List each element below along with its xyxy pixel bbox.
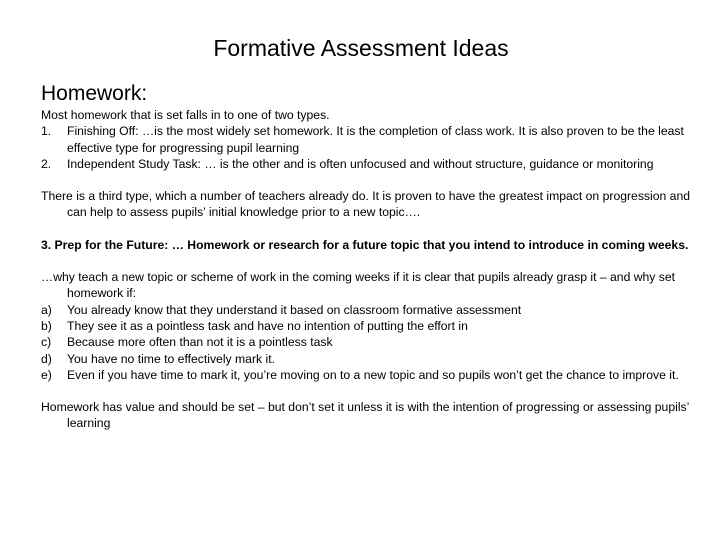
list-marker: 2. <box>41 156 52 171</box>
list-item-reason-d <box>41 351 691 367</box>
section-heading: Homework: <box>41 82 148 105</box>
list-marker: a) <box>41 302 52 317</box>
list-item-text: They see it as a pointless task and have no intention of putting the effort in <box>67 318 468 333</box>
list-item-text: You have no time to effectively mark it. <box>67 351 275 366</box>
list-marker: c) <box>41 335 52 350</box>
slide-title: Formative Assessment Ideas <box>213 35 509 61</box>
list-marker: e) <box>41 367 52 382</box>
list-item-text: Because more often than not it is a pointless task <box>67 335 333 350</box>
third-type-bold-paragraph: 3. Prep for the Future: … Homework or research for a future topic that you intend to introduce in coming weeks. <box>41 237 689 252</box>
list-marker: 1. <box>41 124 52 139</box>
list-item-text: Finishing Off: …is the most widely set homework. It is the completion of class work. It is also proven to be the least effective type for progressing pupil learning <box>67 124 684 155</box>
list-item-reason-a <box>41 302 691 318</box>
list-item-type-2 <box>41 156 691 172</box>
intro-text: Most homework that is set falls in to one of two types. <box>41 108 330 122</box>
list-item-text: You already know that they understand it based on classroom formative assessment <box>67 302 522 317</box>
list-item-text: Independent Study Task: … is the other and is often unfocused and without structure, guidance or monitoring <box>67 156 654 171</box>
third-type-paragraph: There is a third type, which a number of teachers already do. It is proven to have the greatest impact on progression and can help to assess pupils’ initial knowledge prior to a new topic…. <box>41 189 691 220</box>
list-marker: b) <box>41 318 52 333</box>
slide-body <box>41 107 691 432</box>
list-item-type-1 <box>41 123 691 156</box>
list-item-reason-b <box>41 318 691 334</box>
list-marker: d) <box>41 351 52 366</box>
list-item-reason-e <box>41 367 691 383</box>
list-item-reason-c <box>41 334 691 350</box>
why-intro-paragraph: …why teach a new topic or scheme of work in the coming weeks if it is clear that pupils already grasp it – and why set homework if: <box>41 270 676 301</box>
list-item-text: Even if you have time to mark it, you’re moving on to a new topic and so pupils won’t get the chance to improve it. <box>67 367 679 382</box>
conclusion-paragraph: Homework has value and should be set – but don’t set it unless it is with the intention of progressing or assessing pupils’ learning <box>41 400 689 431</box>
